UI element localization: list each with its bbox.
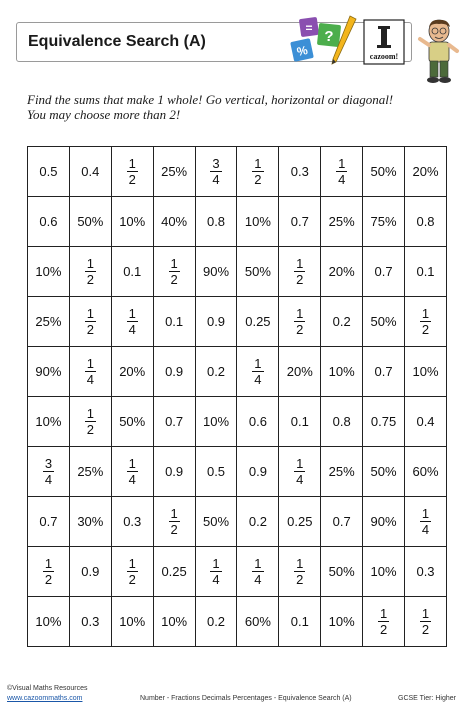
fraction: [420, 506, 431, 537]
grid-cell[interactable]: [111, 197, 153, 247]
fraction-denominator: 2: [128, 172, 136, 187]
fraction-denominator: 2: [128, 572, 136, 587]
grid-cell[interactable]: [237, 247, 279, 297]
cell-value: 10%: [119, 614, 146, 629]
grid-cell[interactable]: [405, 247, 447, 297]
fraction-denominator: 2: [44, 572, 53, 587]
grid-cell[interactable]: [153, 547, 195, 597]
cell-value: 40%: [161, 214, 188, 229]
cell-value: 0.1: [123, 264, 142, 279]
grid-cell[interactable]: [28, 197, 70, 247]
cell-value: 50%: [370, 314, 397, 329]
grid-cell[interactable]: [279, 147, 321, 197]
grid-cell[interactable]: [195, 547, 237, 597]
grid-cell[interactable]: [153, 347, 195, 397]
fraction: [294, 556, 305, 587]
fraction-numerator: 1: [338, 156, 346, 171]
cell-value: 90%: [370, 514, 397, 529]
fraction-numerator: 1: [86, 256, 94, 271]
grid-cell[interactable]: [363, 147, 405, 197]
cell-value: 10%: [412, 364, 439, 379]
grid-cell[interactable]: [405, 497, 447, 547]
grid-cell[interactable]: [363, 447, 405, 497]
cell-value: 25%: [328, 464, 355, 479]
cell-value: 0.5: [206, 464, 226, 479]
fraction-numerator: 1: [254, 556, 262, 571]
grid-cell[interactable]: [321, 297, 363, 347]
grid-cell[interactable]: [363, 597, 405, 647]
fraction: [294, 256, 305, 287]
fraction-denominator: 4: [44, 472, 53, 487]
grid-row: [28, 347, 447, 397]
copyright: ©Visual Maths Resources: [7, 685, 88, 692]
cell-value: 0.25: [245, 314, 271, 329]
fraction-denominator: 2: [86, 422, 94, 437]
website-link[interactable]: www.cazoommaths.com: [7, 695, 83, 702]
fraction-denominator: 2: [170, 522, 178, 537]
fraction-numerator: 1: [128, 556, 136, 571]
fraction: [210, 156, 221, 187]
grid-cell[interactable]: [363, 197, 405, 247]
grid-cell[interactable]: [28, 597, 70, 647]
cell-value: 10%: [35, 414, 62, 429]
grid-row: [28, 147, 447, 197]
fraction: [127, 156, 138, 187]
cell-value: 50%: [119, 414, 146, 429]
grid-cell[interactable]: [153, 247, 195, 297]
fraction-numerator: 1: [128, 456, 136, 471]
grid-row: [28, 197, 447, 247]
fraction-numerator: 1: [128, 156, 136, 171]
svg-text:%: %: [295, 43, 309, 59]
fraction: [252, 356, 263, 387]
fraction-numerator: 3: [212, 156, 220, 171]
cell-value: 0.7: [374, 264, 393, 279]
fraction-numerator: 1: [421, 606, 430, 621]
cell-value: 50%: [370, 464, 397, 479]
cell-value: 0.3: [290, 164, 309, 179]
grid-cell[interactable]: [111, 447, 153, 497]
fraction: [210, 556, 221, 587]
cell-value: 0.2: [248, 514, 267, 529]
cell-value: 0.9: [248, 464, 267, 479]
grid-cell[interactable]: [279, 247, 321, 297]
instructions: [27, 92, 393, 122]
grid-cell[interactable]: [69, 247, 111, 297]
grid-cell[interactable]: [153, 447, 195, 497]
grid-cell[interactable]: [69, 347, 111, 397]
fraction-numerator: 1: [379, 606, 388, 621]
grid-cell[interactable]: [28, 447, 70, 497]
fraction: [43, 556, 54, 587]
grid-cell[interactable]: [111, 347, 153, 397]
grid-cell[interactable]: [321, 547, 363, 597]
fraction-denominator: 4: [421, 522, 430, 537]
fraction-denominator: 4: [296, 472, 304, 487]
grid-cell[interactable]: [237, 297, 279, 347]
fraction-denominator: 4: [254, 572, 262, 587]
cell-value: 10%: [35, 264, 62, 279]
fraction-denominator: 2: [86, 272, 94, 287]
cell-value: 10%: [202, 414, 230, 429]
cell-value: 0.6: [248, 414, 267, 429]
grid-cell[interactable]: [195, 347, 237, 397]
cell-value: 0.25: [161, 564, 187, 579]
cell-value: 50%: [328, 564, 355, 579]
grid-cell[interactable]: [321, 397, 363, 447]
grid-cell[interactable]: [279, 447, 321, 497]
grid-cell[interactable]: [69, 147, 111, 197]
percent-tile-icon: [290, 38, 314, 62]
fraction: [43, 456, 54, 487]
cell-value: 0.7: [39, 514, 58, 529]
fraction: [420, 606, 431, 637]
grid-cell[interactable]: [69, 547, 111, 597]
fraction: [85, 406, 96, 437]
fraction-denominator: 2: [421, 622, 430, 637]
cell-value: 0.4: [416, 414, 435, 429]
fraction: [252, 156, 263, 187]
cell-value: 0.3: [416, 564, 435, 579]
cell-value: 20%: [286, 364, 313, 379]
fraction-numerator: 1: [86, 356, 94, 371]
grid-cell[interactable]: [153, 297, 195, 347]
svg-text:?: ?: [324, 28, 334, 45]
cell-value: 10%: [119, 214, 146, 229]
cell-value: 50%: [370, 164, 397, 179]
fraction: [127, 306, 138, 337]
tier-label: GCSE Tier: Higher: [398, 695, 456, 702]
cell-value: 0.5: [39, 164, 58, 179]
fraction-denominator: 2: [170, 272, 178, 287]
fraction: [127, 556, 138, 587]
cell-value: 0.9: [206, 314, 226, 329]
grid-row: [28, 597, 447, 647]
grid-cell[interactable]: [363, 247, 405, 297]
cell-value: 0.9: [165, 364, 184, 379]
grid-cell[interactable]: [237, 447, 279, 497]
grid-cell[interactable]: [111, 397, 153, 447]
grid-cell[interactable]: [153, 197, 195, 247]
grid-row: [28, 497, 447, 547]
cell-value: 0.3: [123, 514, 142, 529]
fraction-denominator: 2: [296, 322, 304, 337]
grid-cell[interactable]: [321, 447, 363, 497]
grid-row: [28, 247, 447, 297]
fraction: [294, 456, 305, 487]
grid-cell[interactable]: [195, 397, 237, 447]
grid-cell[interactable]: [363, 297, 405, 347]
grid-cell[interactable]: [321, 597, 363, 647]
grid-cell[interactable]: [321, 147, 363, 197]
cell-value: 50%: [202, 514, 230, 529]
grid-cell[interactable]: [69, 597, 111, 647]
cell-value: 0.1: [416, 264, 435, 279]
fraction-numerator: 1: [86, 306, 94, 321]
instruction-line-1: Find the sums that make 1 whole! Go vertical, horizontal or diagonal!: [27, 92, 394, 107]
grid-cell[interactable]: [195, 597, 237, 647]
svg-text:=: =: [305, 21, 313, 35]
worksheet-title: Equivalence Search (A): [28, 33, 206, 50]
grid-cell[interactable]: [28, 147, 70, 197]
grid-cell[interactable]: [405, 447, 447, 497]
fraction-denominator: 4: [338, 172, 346, 187]
fraction: [85, 356, 96, 387]
fraction-numerator: 1: [421, 506, 430, 521]
cell-value: 90%: [35, 364, 62, 379]
grid-row: [28, 297, 447, 347]
fraction: [169, 506, 180, 537]
grid-cell[interactable]: [111, 147, 153, 197]
grid-cell[interactable]: [237, 547, 279, 597]
cell-value: 10%: [244, 214, 271, 229]
fraction-numerator: 1: [296, 456, 304, 471]
fraction-numerator: 1: [296, 306, 304, 321]
mascot-illustration: [415, 17, 463, 87]
grid-cell[interactable]: [28, 397, 70, 447]
cell-value: 0.25: [287, 514, 313, 529]
grid-cell[interactable]: [69, 497, 111, 547]
cell-value: 0.75: [370, 414, 397, 429]
cell-value: 0.1: [290, 614, 309, 629]
cell-value: 10%: [161, 614, 188, 629]
cell-value: 0.8: [332, 414, 351, 429]
grid-cell[interactable]: [237, 597, 279, 647]
grid-cell[interactable]: [153, 597, 195, 647]
cell-value: 0.8: [206, 214, 226, 229]
cell-value: 25%: [35, 314, 62, 329]
grid-cell[interactable]: [111, 497, 153, 547]
grid-cell[interactable]: [111, 547, 153, 597]
grid-row: [28, 397, 447, 447]
fraction: [127, 456, 138, 487]
grid-cell[interactable]: [321, 247, 363, 297]
cell-value: 60%: [412, 464, 439, 479]
cell-value: 25%: [77, 464, 104, 479]
grid-cell[interactable]: [405, 347, 447, 397]
grid-cell[interactable]: [195, 497, 237, 547]
cell-value: 0.1: [165, 314, 184, 329]
grid-cell[interactable]: [195, 297, 237, 347]
cell-value: 20%: [412, 164, 439, 179]
cell-value: 0.9: [81, 564, 100, 579]
cell-value: 10%: [370, 564, 397, 579]
fraction-denominator: 4: [212, 172, 220, 187]
grid-cell[interactable]: [405, 147, 447, 197]
grid-cell[interactable]: [111, 247, 153, 297]
grid-cell[interactable]: [195, 147, 237, 197]
fraction-numerator: 1: [296, 256, 304, 271]
fraction: [420, 306, 431, 337]
fraction-numerator: 1: [44, 556, 53, 571]
fraction-denominator: 4: [128, 322, 136, 337]
fraction-denominator: 4: [254, 372, 262, 387]
cell-value: 10%: [328, 614, 355, 629]
grid-cell[interactable]: [28, 547, 70, 597]
instruction-line-2: You may choose more than 2!: [27, 107, 181, 122]
grid-cell[interactable]: [237, 397, 279, 447]
equivalence-grid: [27, 146, 447, 647]
grid-cell[interactable]: [279, 197, 321, 247]
grid-cell[interactable]: [279, 397, 321, 447]
grid-cell[interactable]: [279, 547, 321, 597]
fraction-denominator: 4: [128, 472, 136, 487]
grid-cell[interactable]: [237, 197, 279, 247]
grid-cell[interactable]: [363, 347, 405, 397]
topic-label: Number - Fractions Decimals Percentages - Equivalence Search (A): [140, 695, 352, 702]
grid-cell[interactable]: [28, 247, 70, 297]
brand-box: [364, 20, 404, 64]
fraction-numerator: 1: [170, 256, 178, 271]
cell-value: 20%: [328, 264, 355, 279]
cell-value: 0.4: [81, 164, 100, 179]
grid-cell[interactable]: [363, 547, 405, 597]
grid-cell[interactable]: [69, 397, 111, 447]
fraction-denominator: 2: [296, 272, 304, 287]
fraction-denominator: 4: [86, 372, 94, 387]
cell-value: 75%: [370, 214, 397, 229]
cell-value: 0.8: [416, 214, 435, 229]
grid-cell[interactable]: [153, 397, 195, 447]
grid-cell[interactable]: [28, 497, 70, 547]
fraction-numerator: 1: [421, 306, 430, 321]
fraction-denominator: 2: [254, 172, 262, 187]
grid-cell[interactable]: [153, 497, 195, 547]
grid-cell[interactable]: [405, 397, 447, 447]
fraction-numerator: 1: [212, 556, 220, 571]
cell-value: 0.2: [332, 314, 351, 329]
fraction-numerator: 1: [170, 506, 178, 521]
cell-value: 0.2: [206, 364, 226, 379]
cell-value: 90%: [202, 264, 230, 279]
fraction-numerator: 1: [128, 306, 136, 321]
cell-value: 0.9: [165, 464, 184, 479]
cell-value: 25%: [161, 164, 188, 179]
grid-cell[interactable]: [363, 497, 405, 547]
fraction-denominator: 4: [212, 572, 220, 587]
grid-cell[interactable]: [111, 597, 153, 647]
grid-cell[interactable]: [279, 497, 321, 547]
grid-cell[interactable]: [321, 197, 363, 247]
fraction-denominator: 2: [379, 622, 388, 637]
fraction: [169, 256, 180, 287]
grid-row: [28, 547, 447, 597]
cell-value: 0.7: [165, 414, 184, 429]
cell-value: 25%: [328, 214, 355, 229]
grid-cell[interactable]: [279, 597, 321, 647]
cell-value: 0.3: [81, 614, 100, 629]
cell-value: 50%: [244, 264, 271, 279]
fraction-numerator: 3: [44, 456, 53, 471]
grid-cell[interactable]: [321, 497, 363, 547]
cell-value: 20%: [119, 364, 146, 379]
grid-cell[interactable]: [405, 547, 447, 597]
equals-tile-icon: [299, 17, 319, 37]
fraction: [378, 606, 389, 637]
fraction-numerator: 1: [296, 556, 304, 571]
grid-row: [28, 447, 447, 497]
cell-value: 30%: [77, 514, 104, 529]
grid-cell[interactable]: [28, 297, 70, 347]
grid-cell[interactable]: [69, 447, 111, 497]
fraction: [294, 306, 305, 337]
fraction-numerator: 1: [254, 156, 262, 171]
cazoom-logo: [288, 14, 418, 70]
fraction-denominator: 2: [296, 572, 304, 587]
fraction-denominator: 2: [86, 322, 94, 337]
grid-cell[interactable]: [405, 297, 447, 347]
question-tile-icon: [317, 23, 341, 47]
grid-cell[interactable]: [237, 497, 279, 547]
fraction: [85, 306, 96, 337]
fraction: [252, 556, 263, 587]
grid-cell[interactable]: [153, 147, 195, 197]
cell-value: 10%: [328, 364, 355, 379]
fraction: [336, 156, 347, 187]
cell-value: 0.7: [332, 514, 351, 529]
cell-value: 0.1: [290, 414, 309, 429]
grid-cell[interactable]: [195, 247, 237, 297]
grid-cell[interactable]: [69, 297, 111, 347]
cell-value: 0.7: [290, 214, 309, 229]
cell-value: 60%: [244, 614, 271, 629]
brand-label: cazoom!: [369, 52, 399, 61]
grid-cell[interactable]: [405, 197, 447, 247]
fraction-denominator: 2: [421, 322, 430, 337]
grid-cell[interactable]: [321, 347, 363, 397]
cell-value: 50%: [77, 214, 104, 229]
grid-cell[interactable]: [279, 347, 321, 397]
fraction: [85, 256, 96, 287]
cell-value: 0.2: [206, 614, 226, 629]
grid-cell[interactable]: [28, 347, 70, 397]
grid-cell[interactable]: [237, 147, 279, 197]
grid-cell[interactable]: [195, 447, 237, 497]
cell-value: 10%: [35, 614, 62, 629]
grid-cell[interactable]: [279, 297, 321, 347]
fraction-numerator: 1: [86, 406, 94, 421]
cell-value: 0.6: [39, 214, 58, 229]
grid-cell[interactable]: [363, 397, 405, 447]
grid-cell[interactable]: [69, 197, 111, 247]
cell-value: 0.7: [374, 364, 393, 379]
grid-cell[interactable]: [195, 197, 237, 247]
grid-cell[interactable]: [111, 297, 153, 347]
grid-cell[interactable]: [405, 597, 447, 647]
fraction-numerator: 1: [254, 356, 262, 371]
grid-cell[interactable]: [237, 347, 279, 397]
